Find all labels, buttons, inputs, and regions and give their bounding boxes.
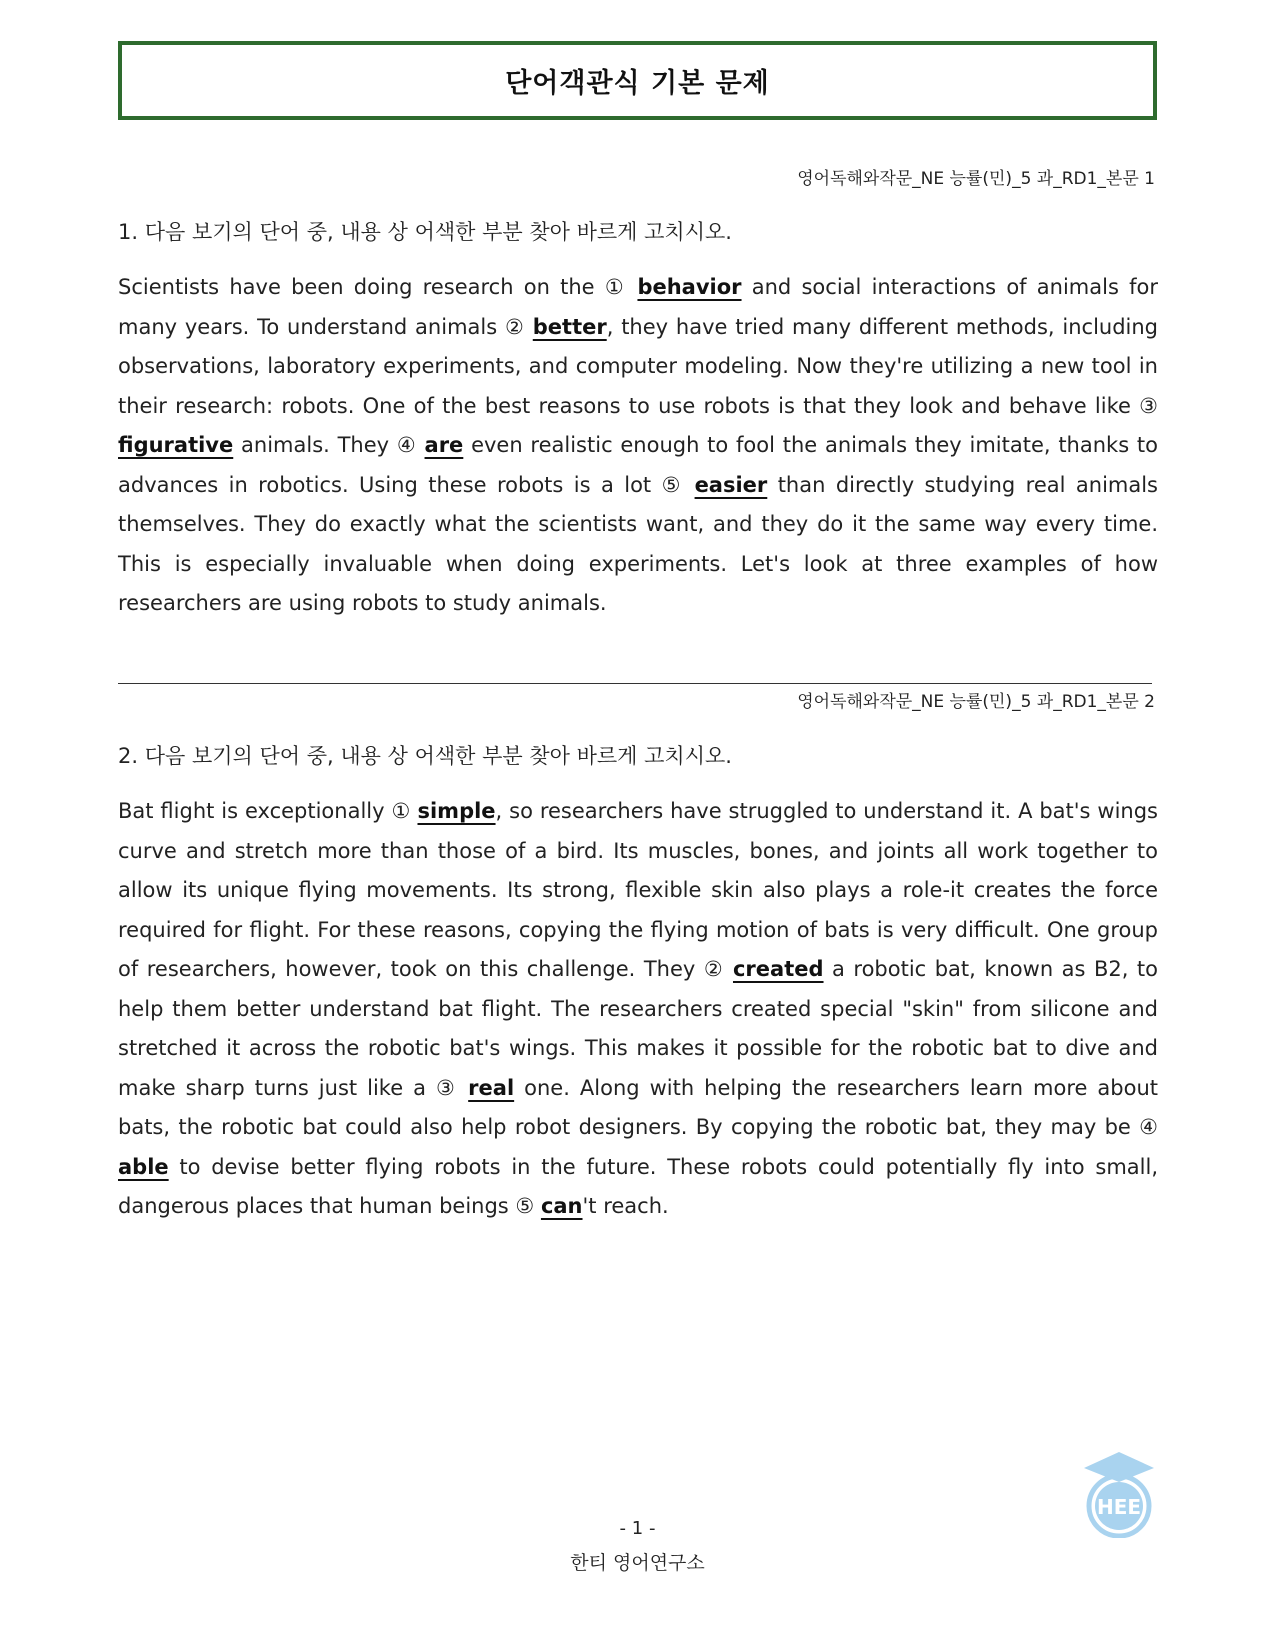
- question-2-source: 영어독해와작문_NE 능률(민)_5 과_RD1_본문 2: [797, 692, 1155, 712]
- question-1-source: 영어독해와작문_NE 능률(민)_5 과_RD1_본문 1: [797, 169, 1155, 189]
- question-2-prompt: 2. 다음 보기의 단어 중, 내용 상 어색한 부분 찾아 바르게 고치시오.: [118, 744, 732, 768]
- choice-word: simple: [417, 799, 496, 823]
- footer-text: 한티 영어연구소: [570, 1552, 705, 1574]
- choice-word: better: [532, 314, 607, 339]
- logo-text: HEE: [1096, 1495, 1142, 1519]
- passage-text: Bat flight is exceptionally: [118, 799, 392, 823]
- choice-number: ④: [1139, 1115, 1158, 1139]
- choice-word: behavior: [637, 275, 742, 299]
- passage-text: a robotic bat, known as B2, to help them better understand bat flight. The researchers created special "skin" from silicone and stretched it across the robotic bat's wings. This makes it possible for the robotic bat to dive and make sharp turns just like a: [118, 957, 1158, 1100]
- passage-text: one. Along with helping the researchers learn more about bats, the robotic bat could also help robot designers. By copying the robotic bat, they may be: [118, 1075, 1159, 1139]
- choice-word: real: [468, 1075, 515, 1100]
- choice-number: ②: [504, 314, 525, 339]
- hee-logo-icon: [1078, 1448, 1160, 1538]
- passage-text: to devise better flying robots in the future. These robots could potentially fly into small, dangerous places that human beings: [118, 1154, 1158, 1218]
- choice-number: ②: [703, 957, 725, 981]
- passage-text: than directly studying real animals themselves. They do exactly what the scientists want, and they do it the same way every time. This is especially invaluable when doing experiments. Let's look at three examples of how researchers are using robots to study animals.: [118, 472, 1158, 615]
- choice-word: able: [118, 1154, 169, 1179]
- choice-number: ④: [396, 433, 417, 457]
- choice-number: ③: [1139, 393, 1158, 418]
- choice-word: can: [540, 1194, 583, 1218]
- question-2-passage: [118, 792, 1158, 1227]
- choice-word: easier: [694, 472, 768, 497]
- passage-text: and social interactions of animals for many years. To understand animals: [118, 275, 1159, 339]
- question-1-prompt: 1. 다음 보기의 단어 중, 내용 상 어색한 부분 찾아 바르게 고치시오.: [118, 220, 732, 244]
- page-title: 단어객관식 기본 문제: [505, 68, 770, 99]
- choice-number: ①: [391, 799, 411, 823]
- passage-text: animals. They: [233, 433, 397, 457]
- page-number: - 1 -: [619, 1518, 656, 1539]
- passage-text: 't reach.: [582, 1194, 669, 1218]
- choice-number: ③: [436, 1075, 459, 1100]
- choice-number: ⑤: [661, 472, 685, 497]
- choice-word: figurative: [118, 433, 234, 457]
- divider: [118, 683, 1152, 684]
- choice-number: ⑤: [515, 1194, 535, 1218]
- choice-word: are: [424, 433, 464, 457]
- passage-text: even realistic enough to fool the animals they imitate, thanks to advances in robotics. Using these robots is a lot: [118, 433, 1158, 497]
- passage-text: , so researchers have struggled to understand it. A bat's wings curve and stretch more than those of a bird. Its muscles, bones, and joints all work together to allow its unique flying movements. Its strong, flexible skin also plays a role-it creates the force required for flight. For these reasons, copying the flying motion of bats is very difficult. One group of researchers, however, took on this challenge. They: [118, 799, 1158, 981]
- title-box: [118, 41, 1157, 120]
- choice-number: ①: [604, 275, 628, 299]
- passage-text: Scientists have been doing research on the: [118, 275, 605, 299]
- choice-word: created: [732, 957, 824, 981]
- passage-text: , they have tried many different methods, including observations, laboratory experiments, and computer modeling. Now they're utilizing a new tool in their research: robots. One of the best reasons to use robots is that they look and behave like: [118, 314, 1159, 418]
- question-1-passage: [118, 268, 1158, 624]
